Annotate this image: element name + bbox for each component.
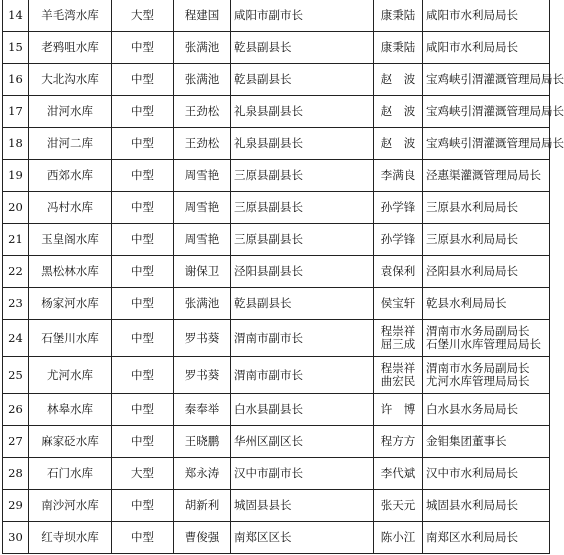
admin-role: 华州区副区长: [231, 426, 374, 458]
tech-person: 张天元: [374, 490, 423, 522]
tech-role: 咸阳市水利局局长: [423, 0, 550, 32]
reservoir-name: 林皋水库: [29, 394, 112, 426]
reservoir-size: 中型: [112, 394, 174, 426]
admin-role: 渭南市副市长: [231, 357, 374, 394]
table-row: [3, 490, 550, 522]
table-row: [3, 288, 550, 320]
reservoir-size: 中型: [112, 490, 174, 522]
admin-role: 三原县副县长: [231, 192, 374, 224]
admin-person: 王晓鹏: [174, 426, 231, 458]
reservoir-size: 中型: [112, 522, 174, 554]
row-number: 14: [3, 0, 29, 32]
reservoir-size: 中型: [112, 288, 174, 320]
table-row: [3, 0, 550, 32]
tech-role: [423, 320, 550, 357]
row-number: 20: [3, 192, 29, 224]
row-number: 16: [3, 64, 29, 96]
reservoir-name: 冯村水库: [29, 192, 112, 224]
tech-person: 李代斌: [374, 458, 423, 490]
admin-person: 张满池: [174, 32, 231, 64]
admin-person: 胡新利: [174, 490, 231, 522]
row-number: 30: [3, 522, 29, 554]
tech-person: 赵 波: [374, 128, 423, 160]
reservoir-size: 中型: [112, 96, 174, 128]
admin-person: 秦奉举: [174, 394, 231, 426]
admin-role: 白水县副县长: [231, 394, 374, 426]
admin-person: 程建国: [174, 0, 231, 32]
admin-role: 城固县县长: [231, 490, 374, 522]
table-row: [3, 128, 550, 160]
admin-person: 王劲松: [174, 128, 231, 160]
admin-role: 礼泉县副县长: [231, 96, 374, 128]
tech-role: 三原县水利局局长: [423, 192, 550, 224]
reservoir-name: 泔河水库: [29, 96, 112, 128]
row-number: 23: [3, 288, 29, 320]
table-row: [3, 192, 550, 224]
tech-person: 李满良: [374, 160, 423, 192]
row-number: 17: [3, 96, 29, 128]
tech-person: 许 博: [374, 394, 423, 426]
tech-person: 赵 波: [374, 96, 423, 128]
tech-role: 宝鸡峡引渭灌溉管理局局长: [423, 96, 550, 128]
reservoir-size: 中型: [112, 426, 174, 458]
tech-person: 程方方: [374, 426, 423, 458]
tech-person-line: 屈三成: [380, 337, 416, 351]
reservoir-name: 玉皇阁水库: [29, 224, 112, 256]
admin-role: 礼泉县副县长: [231, 128, 374, 160]
tech-role: 城固县水利局局长: [423, 490, 550, 522]
tech-role: [423, 357, 550, 394]
tech-person: 赵 波: [374, 64, 423, 96]
admin-role: 三原县副县长: [231, 224, 374, 256]
tech-role-line: 石堡川水库管理局局长: [426, 337, 541, 351]
table-row: [3, 458, 550, 490]
reservoir-name: 红寺坝水库: [29, 522, 112, 554]
reservoir-name: 石门水库: [29, 458, 112, 490]
table-row: [3, 256, 550, 288]
reservoir-size: 大型: [112, 458, 174, 490]
tech-person: [374, 320, 423, 357]
table-body: [3, 0, 564, 554]
tech-role-line: 渭南市水务局副局长: [426, 361, 530, 375]
table-row: [3, 320, 550, 357]
row-number: 26: [3, 394, 29, 426]
tech-person: 康秉陆: [374, 0, 423, 32]
admin-role: 渭南市副市长: [231, 320, 374, 357]
reservoir-name: 石堡川水库: [29, 320, 112, 357]
admin-person: 罗书葵: [174, 320, 231, 357]
table-row: [3, 357, 550, 394]
admin-person: 周雪艳: [174, 224, 231, 256]
reservoir-name: 黑松林水库: [29, 256, 112, 288]
admin-role: 乾县副县长: [231, 32, 374, 64]
tech-person: 侯宝轩: [374, 288, 423, 320]
tech-person-line: 程崇祥: [380, 361, 416, 375]
tech-person-line: 程崇祥: [380, 324, 416, 338]
reservoir-name: 尤河水库: [29, 357, 112, 394]
tech-person: 孙学锋: [374, 192, 423, 224]
row-number: 27: [3, 426, 29, 458]
reservoir-size: 中型: [112, 128, 174, 160]
table-row: [3, 32, 550, 64]
tech-role: 宝鸡峡引渭灌溉管理局局长: [423, 64, 550, 96]
admin-role: 乾县副县长: [231, 288, 374, 320]
admin-role: 乾县副县长: [231, 64, 374, 96]
admin-person: 张满池: [174, 288, 231, 320]
reservoir-name: 大北沟水库: [29, 64, 112, 96]
admin-person: 周雪艳: [174, 192, 231, 224]
tech-role: 汉中市水利局局长: [423, 458, 550, 490]
reservoir-name: 杨家河水库: [29, 288, 112, 320]
tech-role: 南郑区水利局局长: [423, 522, 550, 554]
tech-role-line: 渭南市水务局副局长: [426, 324, 530, 338]
reservoir-size: 大型: [112, 0, 174, 32]
row-number: 21: [3, 224, 29, 256]
table-row: [3, 522, 550, 554]
reservoir-name: 麻家砭水库: [29, 426, 112, 458]
admin-person: 张满池: [174, 64, 231, 96]
table-row: [3, 426, 550, 458]
reservoir-name: 羊毛湾水库: [29, 0, 112, 32]
reservoir-size: 中型: [112, 160, 174, 192]
tech-person: 陈小江: [374, 522, 423, 554]
admin-role: 咸阳市副市长: [231, 0, 374, 32]
reservoir-size: 中型: [112, 256, 174, 288]
row-number: 15: [3, 32, 29, 64]
table-row: [3, 64, 550, 96]
admin-person: 王劲松: [174, 96, 231, 128]
tech-person: 孙学锋: [374, 224, 423, 256]
admin-person: 谢保卫: [174, 256, 231, 288]
row-number: 18: [3, 128, 29, 160]
admin-role: 南郑区区长: [231, 522, 374, 554]
reservoir-name: 西郊水库: [29, 160, 112, 192]
table-row: [3, 96, 550, 128]
reservoir-size: 中型: [112, 64, 174, 96]
table-row: [3, 224, 550, 256]
reservoir-size: 中型: [112, 224, 174, 256]
reservoir-size: 中型: [112, 32, 174, 64]
admin-person: 罗书葵: [174, 357, 231, 394]
admin-person: 郑永涛: [174, 458, 231, 490]
tech-person-line: 曲宏民: [380, 374, 416, 388]
tech-person: 康秉陆: [374, 32, 423, 64]
tech-role: 泾阳县水利局局长: [423, 256, 550, 288]
reservoir-size: 中型: [112, 192, 174, 224]
tech-role: 咸阳市水利局局长: [423, 32, 550, 64]
tech-role: 金钼集团董事长: [423, 426, 550, 458]
table-row: [3, 160, 550, 192]
admin-role: 泾阳县副县长: [231, 256, 374, 288]
row-number: 29: [3, 490, 29, 522]
admin-role: 三原县副县长: [231, 160, 374, 192]
row-number: 25: [3, 357, 29, 394]
admin-role: 汉中市副市长: [231, 458, 374, 490]
row-number: 28: [3, 458, 29, 490]
admin-person: 曹俊强: [174, 522, 231, 554]
reservoir-name: 南沙河水库: [29, 490, 112, 522]
tech-role: 白水县水务局局长: [423, 394, 550, 426]
reservoir-size: 中型: [112, 320, 174, 357]
tech-person: [374, 357, 423, 394]
row-number: 19: [3, 160, 29, 192]
admin-person: 周雪艳: [174, 160, 231, 192]
reservoir-name: 泔河二库: [29, 128, 112, 160]
tech-role: 泾惠渠灌溉管理局局长: [423, 160, 550, 192]
tech-role: 乾县水利局局长: [423, 288, 550, 320]
tech-role: 宝鸡峡引渭灌溉管理局局长: [423, 128, 550, 160]
tech-person: 袁保利: [374, 256, 423, 288]
reservoir-responsibility-table: [2, 0, 564, 554]
row-number: 22: [3, 256, 29, 288]
reservoir-name: 老鸦咀水库: [29, 32, 112, 64]
tech-role-line: 尤河水库管理局局长: [426, 374, 530, 388]
reservoir-size: 中型: [112, 357, 174, 394]
tech-role: 三原县水利局局长: [423, 224, 550, 256]
row-number: 24: [3, 320, 29, 357]
table-row: [3, 394, 550, 426]
